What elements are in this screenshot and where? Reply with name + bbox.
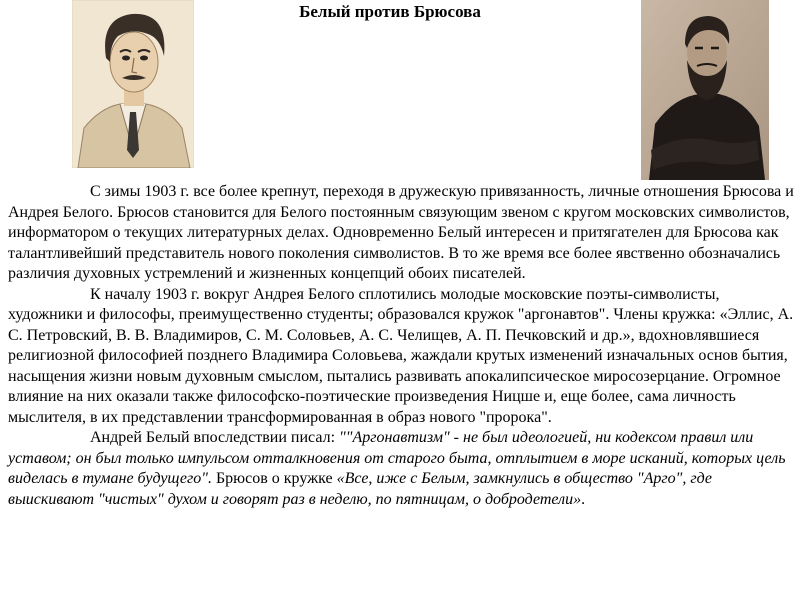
bryusov-quote: «Все, иже с Белым, замкнулись в общество "Арго", где выискивают "чистых" духом и говорят раз в неделю, по пятницам, о добродетели» bbox=[8, 470, 712, 508]
paragraph-3-middle: Брюсов о кружке bbox=[211, 470, 337, 487]
paragraph-3-end: . bbox=[581, 490, 586, 508]
paragraph-2: К началу 1903 г. вокруг Андрея Белого сплотились молодые московские поэты-символисты, художники и философы, преимущественно студенты; образовался кружок "аргонавтов". Члены кружка: «Эллис, А. С. Петровский, В. В. Владимиров, С. М. Соловьев, А. С. Челищев, А. П. Печковский и др.», вдохновлявшиеся религиозной философией позднего Владимира Соловьева, жаждали крутых изменений изначальных основ бытия, насыщения жизни новым духовным смыслом, пытались развивать апокалипсическое миросозерцание. Огромное влияние на них оказали также философско-поэтические произведения Ницше и, еще более, сама личность мыслителя, в их представлении трансформированная в образ нового "пророка". bbox=[8, 285, 794, 426]
paragraph-1: С зимы 1903 г. все более крепнут, переходя в дружескую привязанность, личные отношения Брюсова и Андрея Белого. Брюсов становится для Белого постоянным связующим звеном с кругом московских символистов, информатором о текущих литературных делах. Одновременно Белый интересен и притягателен для Брюсова как талантливейший представитель нового поколения символистов. В то же время все более явственно обозначались различия духовных устремлений и жизненных концепций обоих писателей. bbox=[8, 183, 794, 282]
article-body bbox=[8, 182, 794, 510]
page-title: Белый против Брюсова bbox=[299, 2, 481, 21]
paragraph-3-intro: Андрей Белый впоследствии писал: bbox=[90, 429, 340, 446]
portrait-bely-drawing bbox=[72, 0, 194, 168]
portrait-bryusov-drawing bbox=[641, 0, 769, 180]
bely-quote: ""Аргонавтизм" - не был идеологией, ни кодексом правил или уставом; он был только импульсом отталкновения от старого быта, отплытием в море исканий, которых цель виделась в тумане будущего". bbox=[8, 429, 786, 487]
portrait-bryusov-image bbox=[641, 0, 769, 180]
portrait-bely-image bbox=[72, 0, 194, 168]
paragraph-3 bbox=[8, 428, 794, 510]
